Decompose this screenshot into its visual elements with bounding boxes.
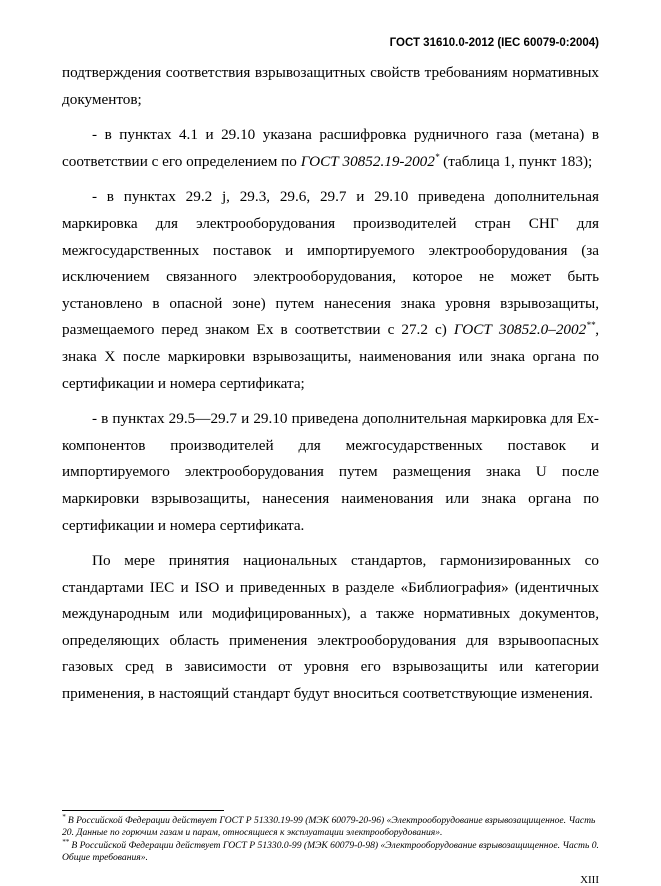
standard-reference: ГОСТ 30852.19-2002 xyxy=(300,152,435,170)
footnote-mark: * xyxy=(62,812,66,821)
body-text xyxy=(62,60,599,708)
footnote-mark: ** xyxy=(62,837,69,846)
page-number: XIII xyxy=(580,874,599,886)
document-header: ГОСТ 31610.0-2012 (IEC 60079-0:2004) xyxy=(389,37,599,49)
paragraph-text: , знака X после маркировки взрывозащиты, наименования или знака органа по сертификации и номера сертификата; xyxy=(62,321,599,392)
footnote-1 xyxy=(62,812,599,840)
footnote-divider xyxy=(62,810,224,811)
paragraph-continuation: подтверждения соответствия взрывозащитных свойств требованиям нормативных документов; xyxy=(62,64,599,108)
list-item-ex-components: - в пунктах 29.5—29.7 и 29.10 приведена дополнительная маркировка для Ex-компонентов производителей для межгосударственных поставок и импортируемого электрооборудования путем размещения знака U после маркировки взрывозащиты, нанесения наименования или знака органа по сертификации и номера сертификата. xyxy=(62,410,599,534)
standard-reference: ГОСТ 30852.0–2002 xyxy=(453,321,587,339)
footnote-text: В Российской Федерации действует ГОСТ Р 51330.19-99 (МЭК 60079-20-96) «Электрооборудование взрывозащищенное. Часть 20. Данные по горючим газам и парам, относящиеся к эксплуатации электрооборудования». xyxy=(62,815,596,839)
list-item-methane xyxy=(62,122,599,175)
footnotes xyxy=(62,812,599,864)
footnote-marker: * xyxy=(434,151,440,162)
footnote-marker: ** xyxy=(586,320,596,331)
paragraph-text: (таблица 1, пункт 183); xyxy=(439,152,593,170)
footnote-2 xyxy=(62,837,599,865)
list-item-marking xyxy=(62,184,599,397)
footnote-text: В Российской Федерации действует ГОСТ Р 51330.0-99 (МЭК 60079-0-98) «Электрооборудование взрывозащищенное. Часть 0. Общие требования». xyxy=(62,839,599,863)
paragraph-text: - в пунктах 29.2 j, 29.3, 29.6, 29.7 и 29.10 приведена дополнительная маркировка для электрооборудования производителей стран СНГ для межгосударственных поставок и импортируемого электрооборудования (за исключением связанного электрооборудования, которое не может быть установлено в опасной зоне) путем нанесения знака уровня взрывозащиты, размещаемого перед знаком Ex в соответствии с 27.2 c) xyxy=(62,188,599,339)
paragraph-standards: По мере принятия национальных стандартов, гармонизированных со стандартами IEC и ISO и приведенных в разделе «Библиография» (идентичных международным или модифицированных), а также нормативных документов, определяющих область применения электрооборудования для взрывоопасных газовых сред в зависимости от уровня его взрывозащиты или категории применения, в настоящий стандарт будут вноситься соответствующие изменения. xyxy=(62,552,599,703)
paragraph-text: - в пунктах 4.1 и 29.10 указана расшифровка рудничного газа (метана) в соответствии с его определением по xyxy=(62,126,599,170)
